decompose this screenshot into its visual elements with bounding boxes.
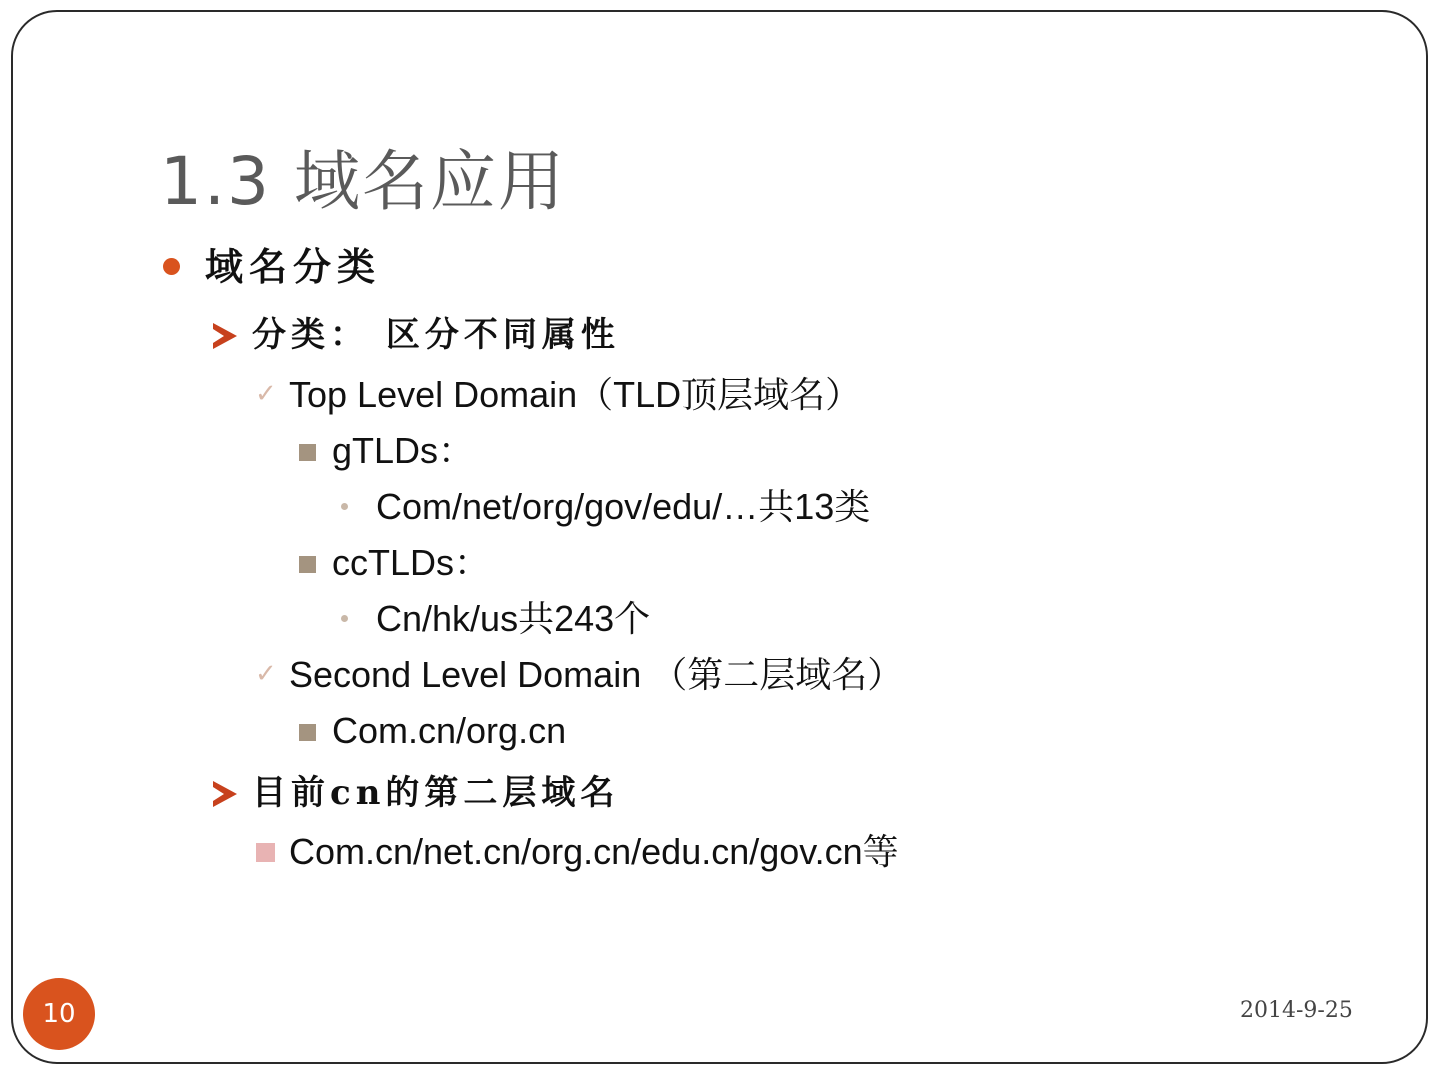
sld-label: Second Level Domain （第二层域名） xyxy=(289,654,904,695)
check-icon: ✓ xyxy=(255,659,277,689)
arrow-bullet-icon xyxy=(213,323,237,349)
slide-date: 2014-9-25 xyxy=(1240,998,1353,1023)
sld-examples: Com.cn/org.cn xyxy=(332,710,567,751)
square-bullet-icon xyxy=(299,444,316,461)
slide-number-badge: 10 xyxy=(23,978,95,1050)
classification-label: 分类： 区分不同属性 xyxy=(252,315,620,355)
small-dot-icon xyxy=(341,503,348,510)
heading-domain-classification: 域名分类 xyxy=(205,244,382,289)
cctlds-examples: Cn/hk/us共243个 xyxy=(376,598,651,639)
cn-second-level-examples: Com.cn/net.cn/org.cn/edu.cn/gov.cn等 xyxy=(289,831,899,872)
gtlds-label: gTLDs： xyxy=(332,430,475,471)
arrow-bullet-icon xyxy=(213,781,237,807)
check-icon: ✓ xyxy=(255,379,277,409)
cctlds-label: ccTLDs： xyxy=(332,542,491,583)
tld-label: Top Level Domain（TLD顶层域名） xyxy=(289,374,862,415)
square-bullet-icon xyxy=(256,843,275,862)
square-bullet-icon xyxy=(299,556,316,573)
bullet-dot-icon xyxy=(163,258,180,275)
gtlds-examples: Com/net/org/gov/edu/…共13类 xyxy=(376,486,871,527)
cn-second-level-label: 目前cn的第二层域名 xyxy=(252,773,620,813)
slide-title: 1.3 域名应用 xyxy=(160,143,566,220)
square-bullet-icon xyxy=(299,724,316,741)
small-dot-icon xyxy=(341,615,348,622)
